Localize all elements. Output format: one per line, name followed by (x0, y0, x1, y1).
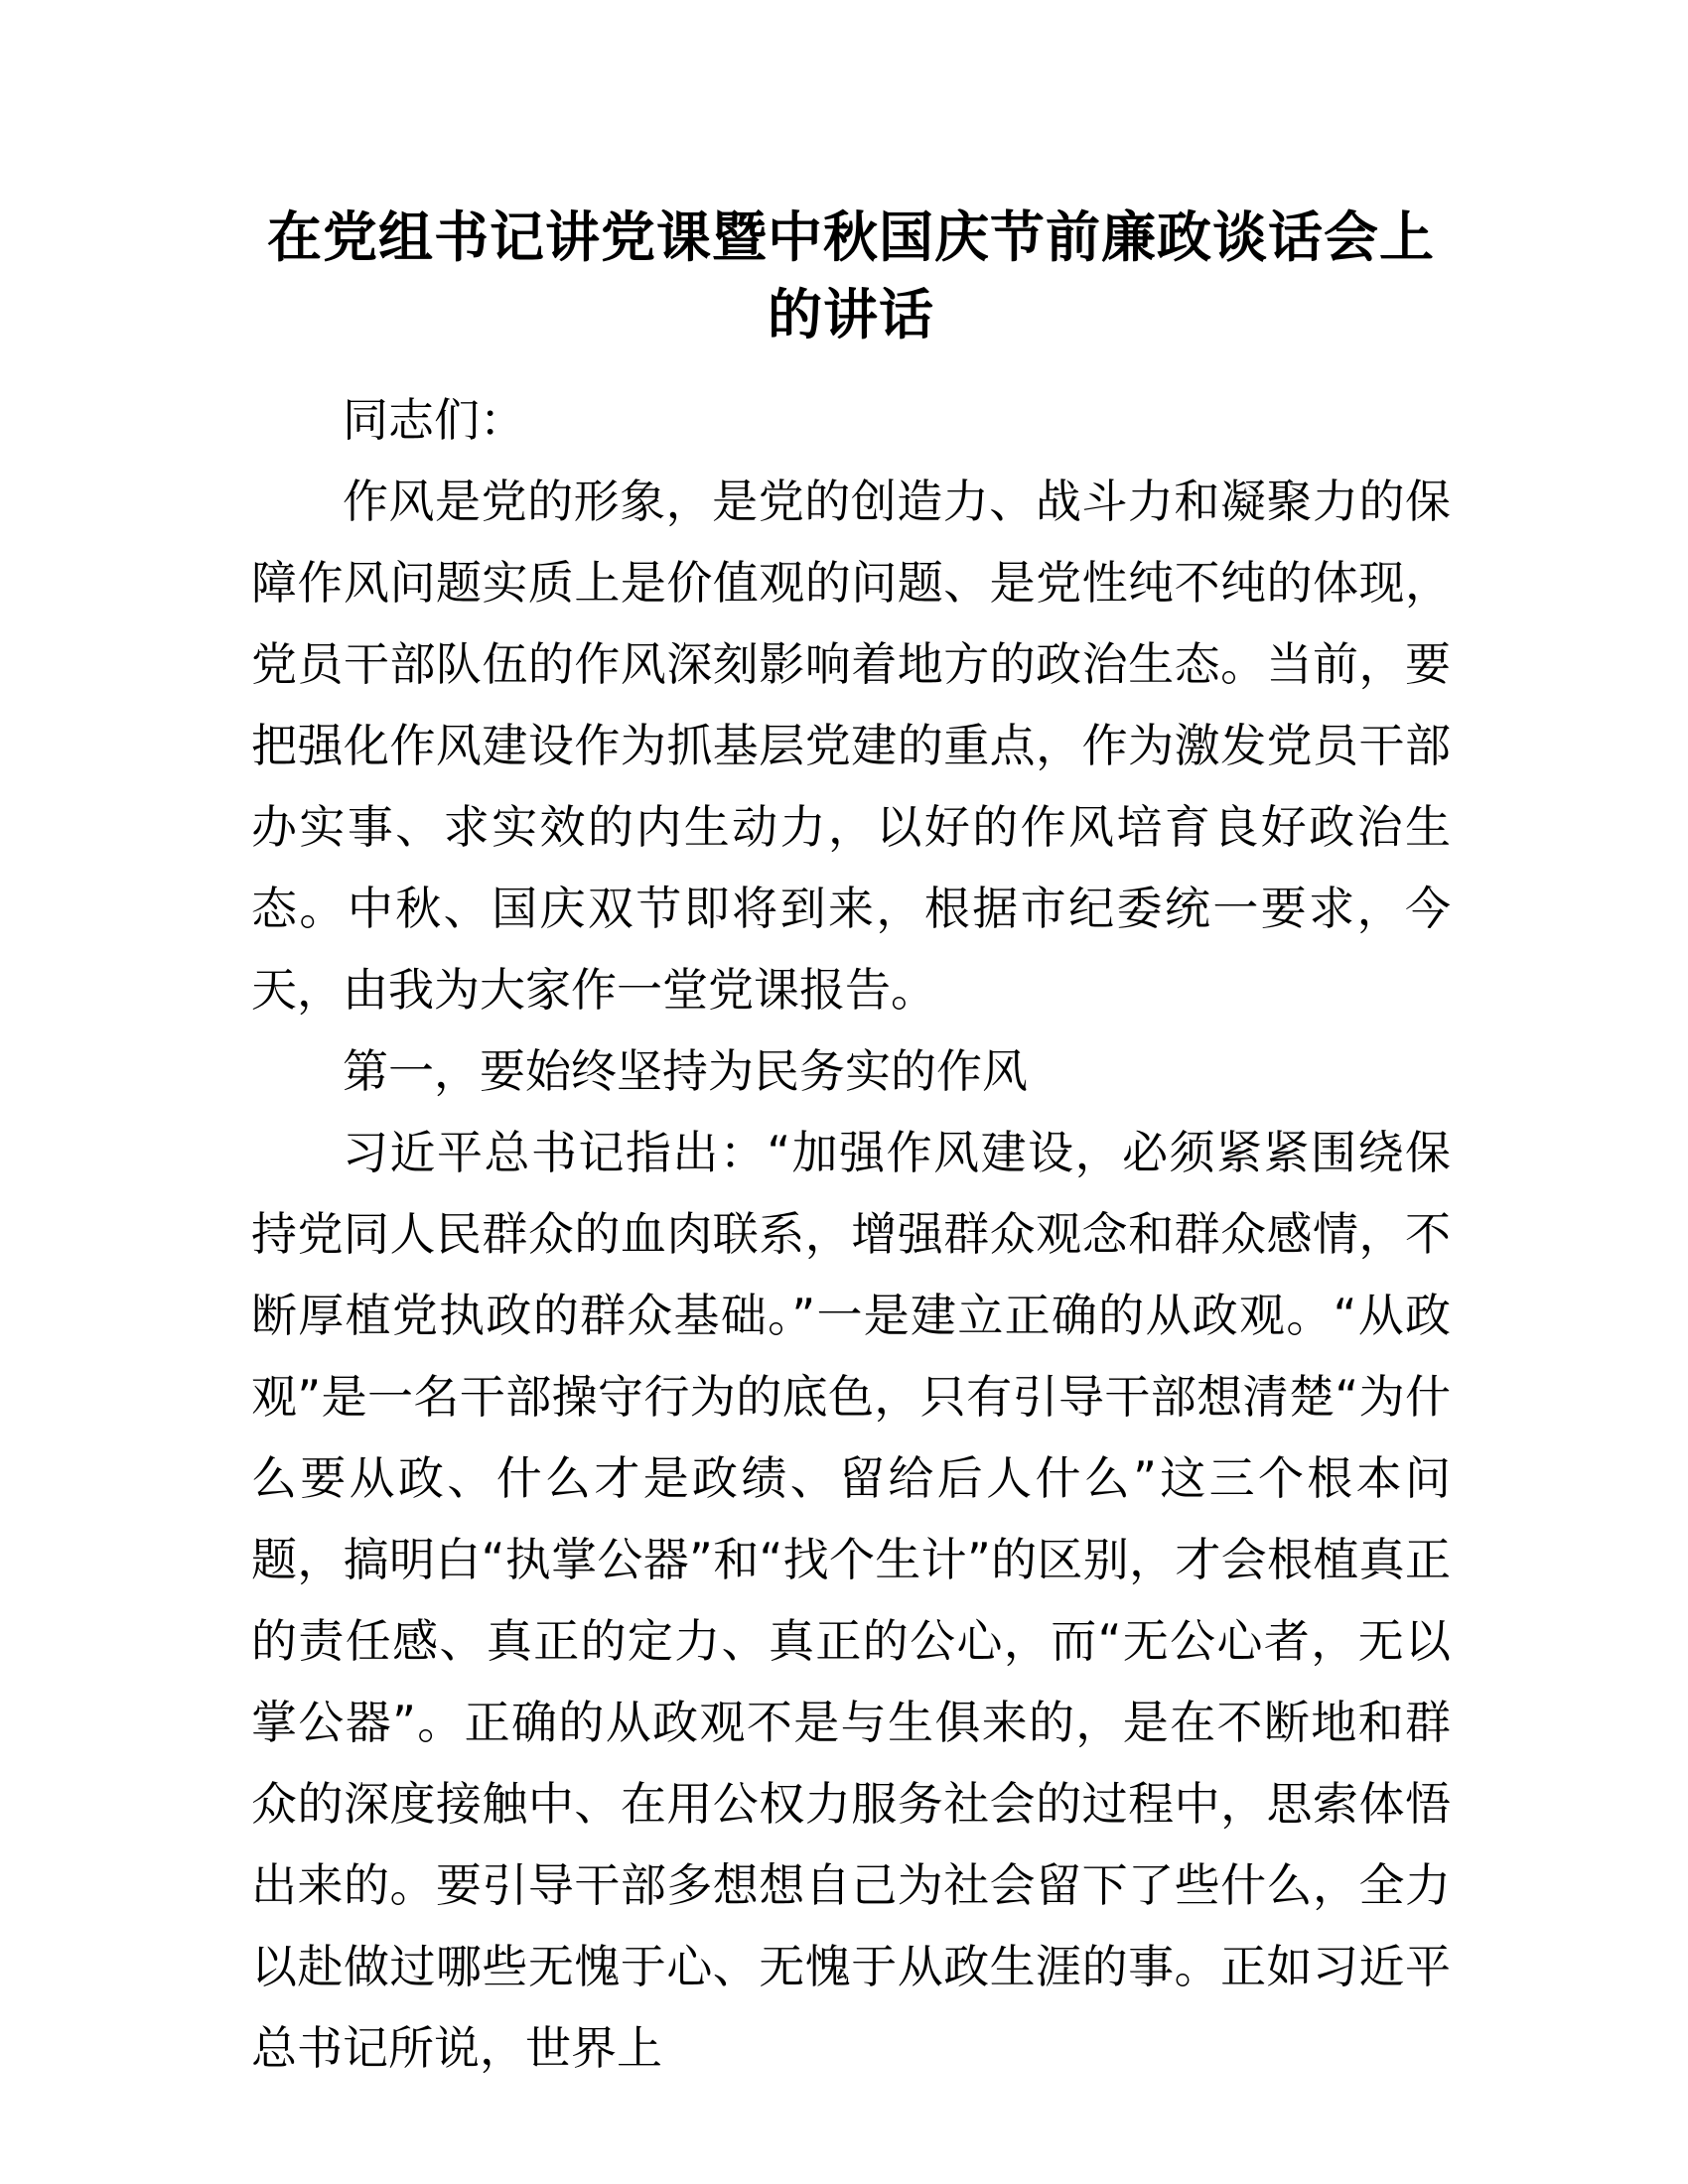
salutation: 同志们： (343, 393, 525, 447)
paragraph-section-one-body: 习近平总书记指出：“加强作风建设，必须紧紧围绕保持党同人民群众的血肉联系，增强群众观念和群众感情，不断厚植党执政的群众基础。”一是建立正确的从政观。“从政观”是一名干部操守行为的底色，只有引导干部想清楚“为什么要从政、什么才是政绩、留给后人什么”这三个根本问题，搞明白“执掌公器”和“找个生计”的区别，才会根植真正的责任感、真正的定力、真正的公心，而“无公心者，无以掌公器”。正确的从政观不是与生俱来的，是在不断地和群众的深度接触中、在用公权力服务社会的过程中，思索体悟出来的。要引导干部多想想自己为社会留下了些什么，全力以赴做过哪些无愧于心、无愧于从政生涯的事。正如习近平总书记所说，世界上 (251, 1126, 1451, 2075)
document-title: 在党组书记讲党课暨中秋国庆节前廉政谈话会上的讲话 (266, 205, 1435, 346)
paragraph-intro: 作风是党的形象，是党的创造力、战斗力和凝聚力的保障作风问题实质上是价值观的问题、是党性纯不纯的体现，党员干部队伍的作风深刻影响着地方的政治生态。当前，要把强化作风建设作为抓基层党建的重点，作为激发党员干部办实事、求实效的内生动力，以好的作风培育良好政治生态。中秋、国庆双节即将到来，根据市纪委统一要求，今天，由我为大家作一堂党课报告。 (251, 475, 1451, 1017)
document-content (251, 199, 1451, 2089)
section-heading-first: 第一，要始终坚持为民务实的作风 (343, 1044, 1028, 1098)
